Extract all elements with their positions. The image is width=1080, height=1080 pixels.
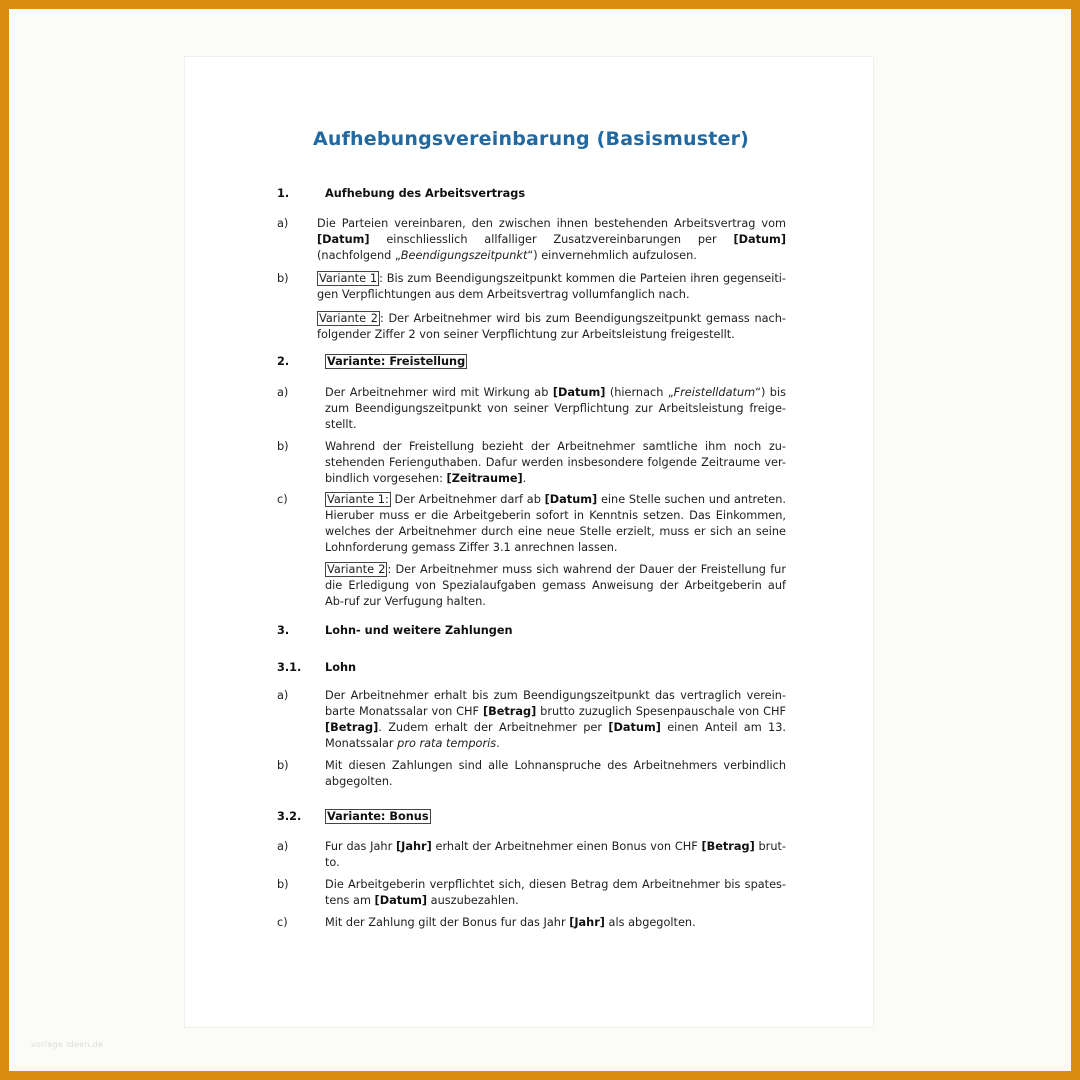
clause-label: c) [277,493,288,506]
section-heading: Lohn- und weitere Zahlungen [325,624,513,637]
subsection-number: 3.1. [277,661,302,674]
clause-label: a) [277,386,289,399]
clause-label: b) [277,272,289,285]
clause-text: Mit der Zahlung gilt der Bonus fur das Jahr [Jahr] als abgegolten. [325,916,696,929]
clause-text: Variante 1 : Bis zum Beendigungszeitpunkt kommen die Parteien ihren gegenseiti-gen Verpflichtungen aus dem Arbeitsvertrag vollumfanglich nach. [317,272,786,301]
clause-text: Fur das Jahr [Jahr] erhalt der Arbeitnehmer einen Bonus von CHF [Betrag] brut-to. [325,840,786,869]
clause-text: Variante 2 : Der Arbeitnehmer muss sich wahrend der Dauer der Freistellung fur die Erledigung von Spezialaufgaben gemass Anweisung der Arbeitgeberin auf Ab-ruf zur Verfugung halten. [325,563,786,608]
clause-label: a) [277,840,289,853]
variant-box: Variante 2 [319,312,378,325]
subsection-heading: Lohn [325,661,357,674]
clause-text: Variante 2 : Der Arbeitnehmer wird bis zum Beendigungszeitpunkt gemass nach-folgender Ziffer 2 von seiner Verpflichtung zur Arbeitsleistung freigestellt. [317,312,786,341]
clause-label: a) [277,689,289,702]
clause-text: Variante 1: Der Arbeitnehmer darf ab [Datum] eine Stelle suchen und antreten. Hieruber muss er die Arbeitgeberin sofort in Kenntnis setzen. Das Einkommen, welches der Arbeitnehmer durch eine neue Stelle erzielt, muss er sich an seine Lohnforderung gemass Ziffer 3.1 anrechnen lassen. [325,493,786,554]
section-heading: Aufhebung des Arbeitsvertrags [325,187,526,200]
clause-text: Der Arbeitnehmer erhalt bis zum Beendigungszeitpunkt das vertraglich verein-barte Monatssalar von CHF [Betrag] brutto zuzuglich Spesenpauschale von CHF [Betrag]. Zudem erhalt der Arbeitnehmer per [Datum] einen Anteil am 13. Monatssalar pro rata temporis. [325,689,786,750]
clause-label: b) [277,759,289,772]
clause-text: Wahrend der Freistellung bezieht der Arbeitnehmer samtliche ihm noch zu-stehenden Ferienguthaben. Dafur werden insbesondere folgende Zeitraume ver-bindlich vorgesehen: [Zeitraume]. [325,440,786,485]
clause-text: Die Arbeitgeberin verpflichtet sich, diesen Betrag dem Arbeitnehmer bis spates-tens am [Datum] auszubezahlen. [325,878,786,907]
subsection-heading: Variante: Bonus [327,810,429,823]
clause-label: b) [277,440,289,453]
section-number: 2. [277,355,290,368]
variant-box: Variante 1 [319,272,378,285]
clause-label: b) [277,878,289,891]
section-number: 1. [277,187,290,200]
watermark: vorlage ideen.de [31,1040,104,1049]
subsection-number: 3.2. [277,810,302,823]
section-number: 3. [277,624,290,637]
variant-box: Variante 2 [327,563,386,576]
variant-box: Variante 1: [327,493,389,506]
clause-label: a) [277,217,289,230]
clause-text: Mit diesen Zahlungen sind alle Lohnanspruche des Arbeitnehmers verbindlich abgegolten. [325,759,786,788]
section-heading: Variante: Freistellung [327,355,466,368]
clause-label: c) [277,916,288,929]
document-title: Aufhebungsvereinbarung (Basismuster) [312,128,750,150]
clause-text: Der Arbeitnehmer wird mit Wirkung ab [Datum] (hiernach „Freistelldatum“) bis zum Beendigungszeitpunkt von seiner Verpflichtung zur Arbeitsleistung freige-stellt. [325,386,787,431]
clause-text: Die Parteien vereinbaren, den zwischen ihnen bestehenden Arbeitsvertrag vom [Datum] einschliesslich allfalliger Zusatzvereinbarungen per [Datum] (nachfolgend „Beendigungszeitpunkt“) einvernehmlich aufzulosen. [317,217,786,262]
